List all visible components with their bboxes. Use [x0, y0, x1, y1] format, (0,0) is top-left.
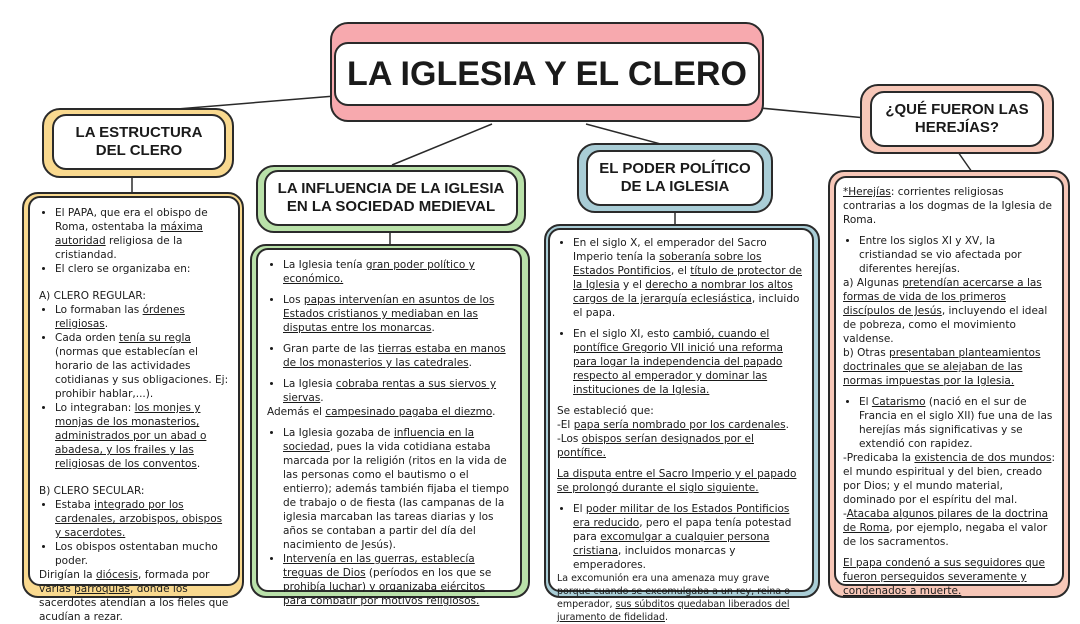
paragraph: La disputa entre el Sacro Imperio y el papado se prolongó durante el siglo siguiente.	[557, 468, 797, 494]
paragraph: El papa condenó a sus seguidores que fueron perseguidos severamente y condenados a muerte.	[843, 557, 1045, 597]
list-item: • El clero se organizaba en:	[55, 262, 229, 276]
main-title: LA IGLESIA Y EL CLERO	[334, 42, 760, 106]
paragraph: -Los obispos serían designados por el pontífice.	[557, 433, 754, 459]
paragraph: a) Algunas pretendían acercarse a las formas de vida de los primeros discípulos de Jesús, incluyendo el ideal de pobreza, como el movimiento valdense.	[843, 277, 1048, 345]
list-item: • El Catarismo (nació en el sur de Francia en el siglo XII) fue una de las herejías más significativas y se extendió con rapidez.	[859, 395, 1055, 451]
list-item: • La Iglesia cobraba rentas a sus siervos y siervas.	[283, 377, 511, 405]
list-item: • La Iglesia gozaba de influencia en la sociedad, pues la vida cotidiana estaba marcada por la religión (ritos en la vida de las personas como el bautismo o el entierro); además también fijaba el tiempo de trabajo o de fiesta (las campanas de la iglesia marcaban las tareas diarias y los años se contaban a partir del día del nacimiento de Jesús).	[283, 426, 511, 552]
list-item: • Cada orden tenía su regla (normas que establecían el horario de las actividades cotidianas y sus obligaciones. Ej: prohibir hablar,...).	[55, 331, 229, 401]
clero-regular-heading: A) CLERO REGULAR:	[39, 290, 146, 302]
poder-card	[548, 228, 814, 623]
paragraph: -El papa sería nombrado por los cardenales.	[557, 419, 789, 431]
paragraph: Se estableció que:	[557, 405, 654, 417]
paragraph: La excomunión era una amenaza muy grave porque cuando se excomulgaba a un rey, reina o emperador, sus súbditos quedaban liberados del juramento de fidelidad.	[557, 573, 791, 623]
list-item: • Los papas intervenían en asuntos de los Estados cristianos y mediaban en las disputas entre los monarcas.	[283, 293, 511, 335]
paragraph: b) Otras presentaban planteamientos doctrinales que se alejaban de las normas impuestas por la Iglesia.	[843, 347, 1041, 387]
paragraph: -Atacaba algunos pilares de la doctrina de Roma, por ejemplo, negaba el valor de los sacramentos.	[843, 508, 1049, 548]
poder-title: EL PODER POLÍTICO DE LA IGLESIA	[586, 150, 764, 206]
estructura-card	[28, 196, 240, 623]
paragraph: Dirigían la diócesis, formada por varias parroquias, donde los sacerdotes atendían a los fieles que acudían a rezar.	[39, 569, 229, 623]
influencia-title: LA INFLUENCIA DE LA IGLESIA EN LA SOCIEDAD MEDIEVAL	[264, 170, 518, 226]
list-item: • La Iglesia tenía gran poder político y económico.	[283, 258, 511, 286]
list-item: • Gran parte de las tierras estaba en manos de los monasterios y las catedrales.	[283, 342, 511, 370]
paragraph: -Predicaba la existencia de dos mundos: el mundo espiritual y del bien, creado por Dios; y el mundo material, dominado por el espíritu del mal.	[843, 452, 1055, 506]
list-item: • El PAPA, que era el obispo de Roma, ostentaba la máxima autoridad religiosa de la cristiandad.	[55, 206, 229, 262]
herejias-title: ¿QUÉ FUERON LAS HEREJÍAS?	[870, 91, 1044, 147]
herejias-card	[834, 176, 1064, 597]
list-item: • En el siglo XI, esto cambió, cuando el pontífice Gregorio VII inició una reforma para logar la independencia del papado respecto al emperador y dominar las instituciones de la Iglesia.	[573, 327, 805, 397]
list-item: • Entre los siglos XI y XV, la cristiandad se vio afectada por diferentes herejías.	[859, 234, 1055, 276]
list-item: • Lo formaban las órdenes religiosas.	[55, 303, 229, 331]
list-item: • El poder militar de los Estados Pontificios era reducido, pero el papa tenía potestad para excomulgar a cualquier persona cristiana, incluidos monarcas y emperadores.	[573, 502, 805, 572]
list-item: • En el siglo X, el emperador del Sacro Imperio tenía la soberanía sobre los Estados Pontificios, el título de protector de la Iglesia y el derecho a nombrar los altos cargos de la jerarquía eclesiástica, incluido el papa.	[573, 236, 805, 320]
estructura-title: LA ESTRUCTURA DEL CLERO	[52, 114, 226, 170]
list-item: • Estaba integrado por los cardenales, arzobispos, obispos y sacerdotes.	[55, 498, 229, 540]
list-item: • Intervenía en las guerras, establecía treguas de Dios (períodos en los que se prohibía luchar) y organizaba ejércitos para combatir por motivos religiosos.	[283, 552, 511, 608]
paragraph: Además el campesinado pagaba el diezmo.	[267, 406, 496, 418]
clero-secular-heading: B) CLERO SECULAR:	[39, 485, 145, 497]
list-item: • Los obispos ostentaban mucho poder.	[55, 540, 229, 568]
influencia-card	[256, 248, 522, 607]
paragraph: *Herejías: corrientes religiosas contrarias a los dogmas de la Iglesia de Roma.	[843, 186, 1052, 226]
list-item: • Lo integraban: los monjes y monjas de los monasterios, administrados por un abad o abadesa, y los frailes y las religiosas de los conventos.	[55, 401, 229, 471]
